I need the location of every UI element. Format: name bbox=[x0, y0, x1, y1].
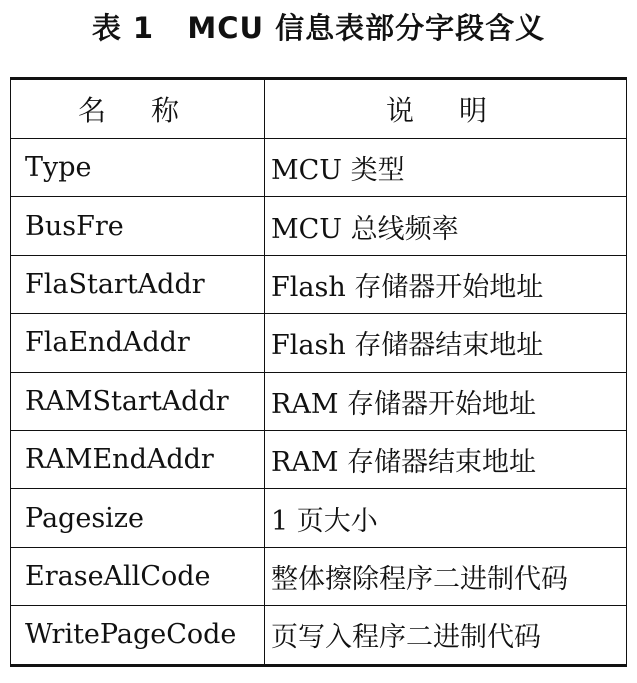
field-description-cell: Flash 存储器结束地址 bbox=[271, 330, 544, 362]
table-row bbox=[11, 313, 626, 371]
field-name-cell: Pagesize bbox=[11, 489, 265, 546]
table-row bbox=[11, 138, 626, 196]
table-title: 表 1 MCU 信息表部分字段含义 bbox=[91, 11, 546, 45]
field-name-cell: FlaEndAddr bbox=[11, 314, 265, 371]
table-row bbox=[11, 255, 626, 313]
table-row bbox=[11, 430, 626, 488]
field-name-cell: FlaStartAddr bbox=[11, 256, 265, 313]
header-description: 说 明 bbox=[386, 94, 505, 127]
mcu-info-table bbox=[10, 77, 627, 667]
table-row bbox=[11, 372, 626, 430]
field-description-cell: 页写入程序二进制代码 bbox=[271, 622, 541, 654]
table-row bbox=[11, 488, 626, 546]
field-name-cell: RAMEndAddr bbox=[11, 431, 265, 488]
field-description-cell: 1 页大小 bbox=[271, 505, 378, 537]
table-row bbox=[11, 547, 626, 605]
field-description-cell: 整体擦除程序二进制代码 bbox=[271, 563, 568, 595]
field-name-cell: EraseAllCode bbox=[11, 548, 265, 605]
header-name: 名 称 bbox=[11, 80, 265, 138]
field-description-cell: MCU 总线频率 bbox=[271, 213, 459, 245]
table-row bbox=[11, 605, 626, 663]
table-row bbox=[11, 196, 626, 254]
field-name-cell: RAMStartAddr bbox=[11, 373, 265, 430]
field-description-cell: RAM 存储器开始地址 bbox=[271, 388, 537, 420]
field-description-cell: RAM 存储器结束地址 bbox=[271, 447, 537, 479]
field-name-cell: WritePageCode bbox=[11, 606, 265, 663]
field-description-cell: Flash 存储器开始地址 bbox=[271, 271, 544, 303]
table-header-row bbox=[11, 80, 626, 138]
field-name-cell: BusFre bbox=[11, 197, 265, 254]
field-name-cell: Type bbox=[11, 139, 265, 196]
field-description-cell: MCU 类型 bbox=[271, 155, 405, 187]
